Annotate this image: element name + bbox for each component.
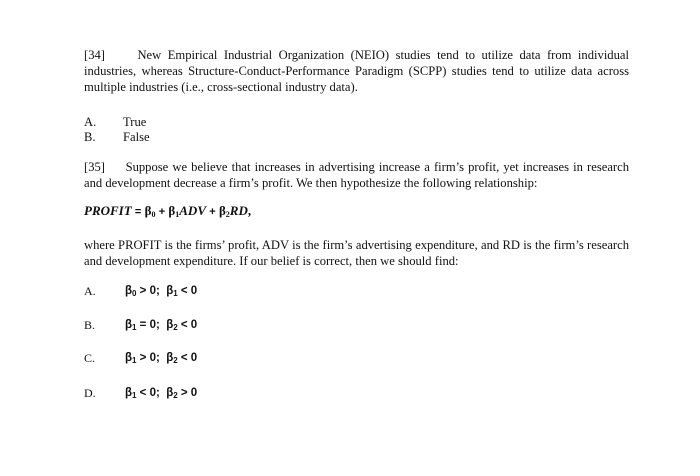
eq-beta2: β — [218, 203, 226, 218]
eq-comma: , — [247, 203, 252, 218]
eq-beta1-sub: 1 — [175, 210, 180, 219]
choice-d-beta-first: β — [125, 387, 133, 399]
eq-plus-2: + — [209, 206, 216, 218]
eq-beta2-sub: 2 — [225, 210, 230, 219]
q35-choice-a[interactable] — [125, 284, 197, 299]
choice-a-beta-first: β — [125, 285, 133, 297]
hypothesis-equation — [84, 203, 251, 220]
eq-beta0-sub: 0 — [151, 210, 156, 219]
question-35-definitions: where PROFIT is the firms’ profit, ADV is the firm’s advertising expenditure, and RD is the firm’s research and development expenditure. If our belief is correct, then we should find: — [84, 238, 629, 268]
choice-b-beta-second: β — [166, 319, 174, 331]
question-34-number: [34] — [84, 48, 105, 62]
q35-choice-b[interactable] — [125, 318, 197, 333]
question-34-body: New Empirical Industrial Organization (NEIO) studies tend to utilize data from individual industries, whereas Structure-Conduct-Performance Paradigm (SCPP) studies tend to utilize data across multiple industries (i.e., cross-sectional industry data). — [84, 48, 629, 94]
question-34-text — [84, 48, 629, 95]
choice-b-relation-second: < 0 — [177, 319, 198, 331]
q35-choice-d[interactable] — [125, 386, 197, 401]
eq-equals: = — [134, 206, 142, 218]
question-35-number: [35] — [84, 160, 105, 174]
question-35-body: Suppose we believe that increases in advertising increase a firm’s profit, yet increases in research and development decrease a firm’s profit. We then hypothesize the following relationship: — [84, 160, 629, 190]
choice-c-relation-second: < 0 — [177, 352, 198, 364]
choice-b-beta-first: β — [125, 319, 133, 331]
question-35-text — [84, 160, 629, 192]
eq-adv: ADV — [179, 203, 206, 218]
choice-d-relation-first: < 0; — [136, 387, 167, 399]
q34-option-b-letter: B. — [84, 130, 96, 144]
q35-choice-c-letter: C. — [84, 351, 96, 365]
eq-beta1: β — [168, 203, 176, 218]
q35-choice-c[interactable] — [125, 351, 197, 366]
choice-c-relation-first: > 0; — [136, 352, 167, 364]
choice-d-sub-second: 2 — [173, 391, 178, 400]
q35-choice-a-letter: A. — [84, 284, 96, 298]
q34-option-a-letter: A. — [84, 115, 97, 129]
choice-d-beta-second: β — [166, 387, 174, 399]
q35-choice-d-letter: D. — [84, 386, 96, 400]
choice-d-sub-first: 1 — [132, 391, 137, 400]
q34-option-b-text[interactable]: False — [123, 130, 150, 144]
choice-c-sub-second: 2 — [173, 356, 178, 365]
choice-a-beta-second: β — [166, 285, 174, 297]
q35-choice-b-letter: B. — [84, 318, 96, 332]
choice-b-relation-first: = 0; — [136, 319, 167, 331]
choice-a-sub-second: 1 — [173, 289, 178, 298]
choice-b-sub-first: 1 — [132, 323, 137, 332]
eq-plus-1: + — [158, 206, 166, 218]
choice-c-beta-second: β — [166, 352, 174, 364]
choice-c-beta-first: β — [125, 352, 133, 364]
choice-d-relation-second: > 0 — [177, 387, 198, 399]
q34-option-a-text[interactable]: True — [123, 115, 147, 129]
eq-beta0: β — [144, 203, 152, 218]
choice-a-relation-first: > 0; — [136, 285, 167, 297]
eq-rd: RD — [229, 203, 248, 218]
choice-c-sub-first: 1 — [132, 356, 137, 365]
choice-a-sub-first: 0 — [132, 289, 137, 298]
eq-profit: PROFIT — [84, 203, 132, 218]
choice-b-sub-second: 2 — [173, 323, 178, 332]
choice-a-relation-second: < 0 — [177, 285, 198, 297]
